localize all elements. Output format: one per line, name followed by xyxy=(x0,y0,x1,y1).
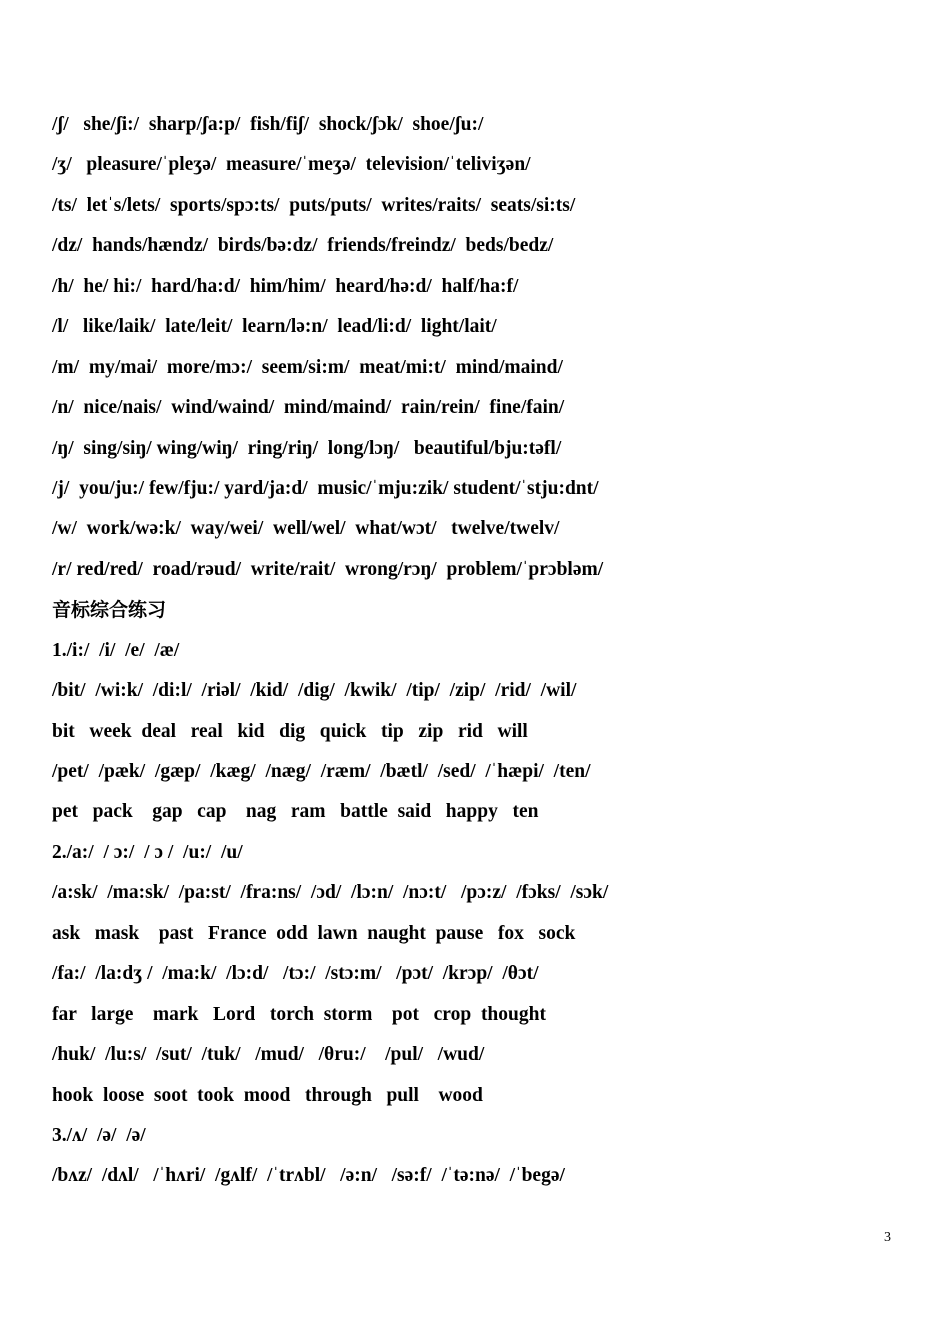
exercise-heading: 3./ʌ/ /ə/ /ə/ xyxy=(52,1124,146,1146)
word-line: ask mask past France odd lawn naught pause fox sock xyxy=(52,922,576,944)
text-line: /l/ like/laik/ late/leit/ learn/lə:n/ lead/li:d/ light/lait/ xyxy=(52,316,497,338)
phonetics-text-block xyxy=(52,110,912,1202)
word-line: pet pack gap cap nag ram battle said happy ten xyxy=(52,801,539,823)
phonetic-line: /huk/ /lu:s/ /sut/ /tuk/ /mud/ /θru:/ /pul/ /wud/ xyxy=(52,1044,485,1066)
text-line: /ʃ/ she/ʃi:/ sharp/ʃa:p/ fish/fiʃ/ shock/ʃɔk/ shoe/ʃu:/ xyxy=(52,114,484,135)
text-line: /h/ he/ hi:/ hard/ha:d/ him/him/ heard/hə:d/ half/ha:f/ xyxy=(52,275,519,297)
section-heading: 音标综合练习 xyxy=(52,599,167,622)
text-line: /r/ red/red/ road/rəud/ write/rait/ wrong/rɔŋ/ problem/ˈprɔbləm/ xyxy=(52,558,604,580)
phonetic-line: /pet/ /pæk/ /gæp/ /kæg/ /næg/ /ræm/ /bætl/ /sed/ /ˈhæpi/ /ten/ xyxy=(52,761,591,782)
phonetic-line: /bit/ /wi:k/ /di:l/ /riəl/ /kid/ /dig/ /kwik/ /tip/ /zip/ /rid/ /wil/ xyxy=(52,680,577,702)
text-line: /m/ my/mai/ more/mɔ:/ seem/si:m/ meat/mi:t/ mind/maind/ xyxy=(52,356,563,378)
text-line: /w/ work/wə:k/ way/wei/ well/wel/ what/wɔt/ twelve/twelv/ xyxy=(52,518,560,540)
exercise-heading: 2./a:/ / ɔ:/ / ɔ / /u:/ /u/ xyxy=(52,841,243,863)
word-line: bit week deal real kid dig quick tip zip rid will xyxy=(52,720,528,742)
word-line: hook loose soot took mood through pull wood xyxy=(52,1084,483,1106)
page-number: 3 xyxy=(884,1230,891,1245)
word-line: far large mark Lord torch storm pot crop thought xyxy=(52,1003,546,1025)
text-line: /dz/ hands/hændz/ birds/bə:dz/ friends/freindz/ beds/bedz/ xyxy=(52,235,554,257)
text-line: /n/ nice/nais/ wind/waind/ mind/maind/ rain/rein/ fine/fain/ xyxy=(52,397,565,419)
text-line: /ŋ/ sing/siŋ/ wing/wiŋ/ ring/riŋ/ long/lɔŋ/ beautiful/bju:təfl/ xyxy=(52,437,562,459)
text-line: /ʒ/ pleasure/ˈpleʒə/ measure/ˈmeʒə/ television/ˈteliviʒən/ xyxy=(52,154,531,176)
phonetic-line: /bʌz/ /dʌl/ /ˈhʌri/ /gʌlf/ /ˈtrʌbl/ /ə:n/ /sə:f/ /ˈtə:nə/ /ˈbegə/ xyxy=(52,1165,565,1187)
phonetic-line: /fa:/ /la:dʒ / /ma:k/ /lɔ:d/ /tɔ:/ /stɔ:m/ /pɔt/ /krɔp/ /θɔt/ xyxy=(52,963,539,985)
exercise-heading: 1./i:/ /i/ /e/ /æ/ xyxy=(52,639,180,661)
phonetic-line: /a:sk/ /ma:sk/ /pa:st/ /fra:ns/ /ɔd/ /lɔ:n/ /nɔ:t/ /pɔ:z/ /fɔks/ /sɔk/ xyxy=(52,882,609,904)
text-line: /ts/ letˈs/lets/ sports/spɔ:ts/ puts/puts/ writes/raits/ seats/si:ts/ xyxy=(52,194,576,216)
text-line: /j/ you/ju:/ few/fju:/ yard/ja:d/ music/ˈmju:zik/ student/ˈstju:dnt/ xyxy=(52,477,599,499)
